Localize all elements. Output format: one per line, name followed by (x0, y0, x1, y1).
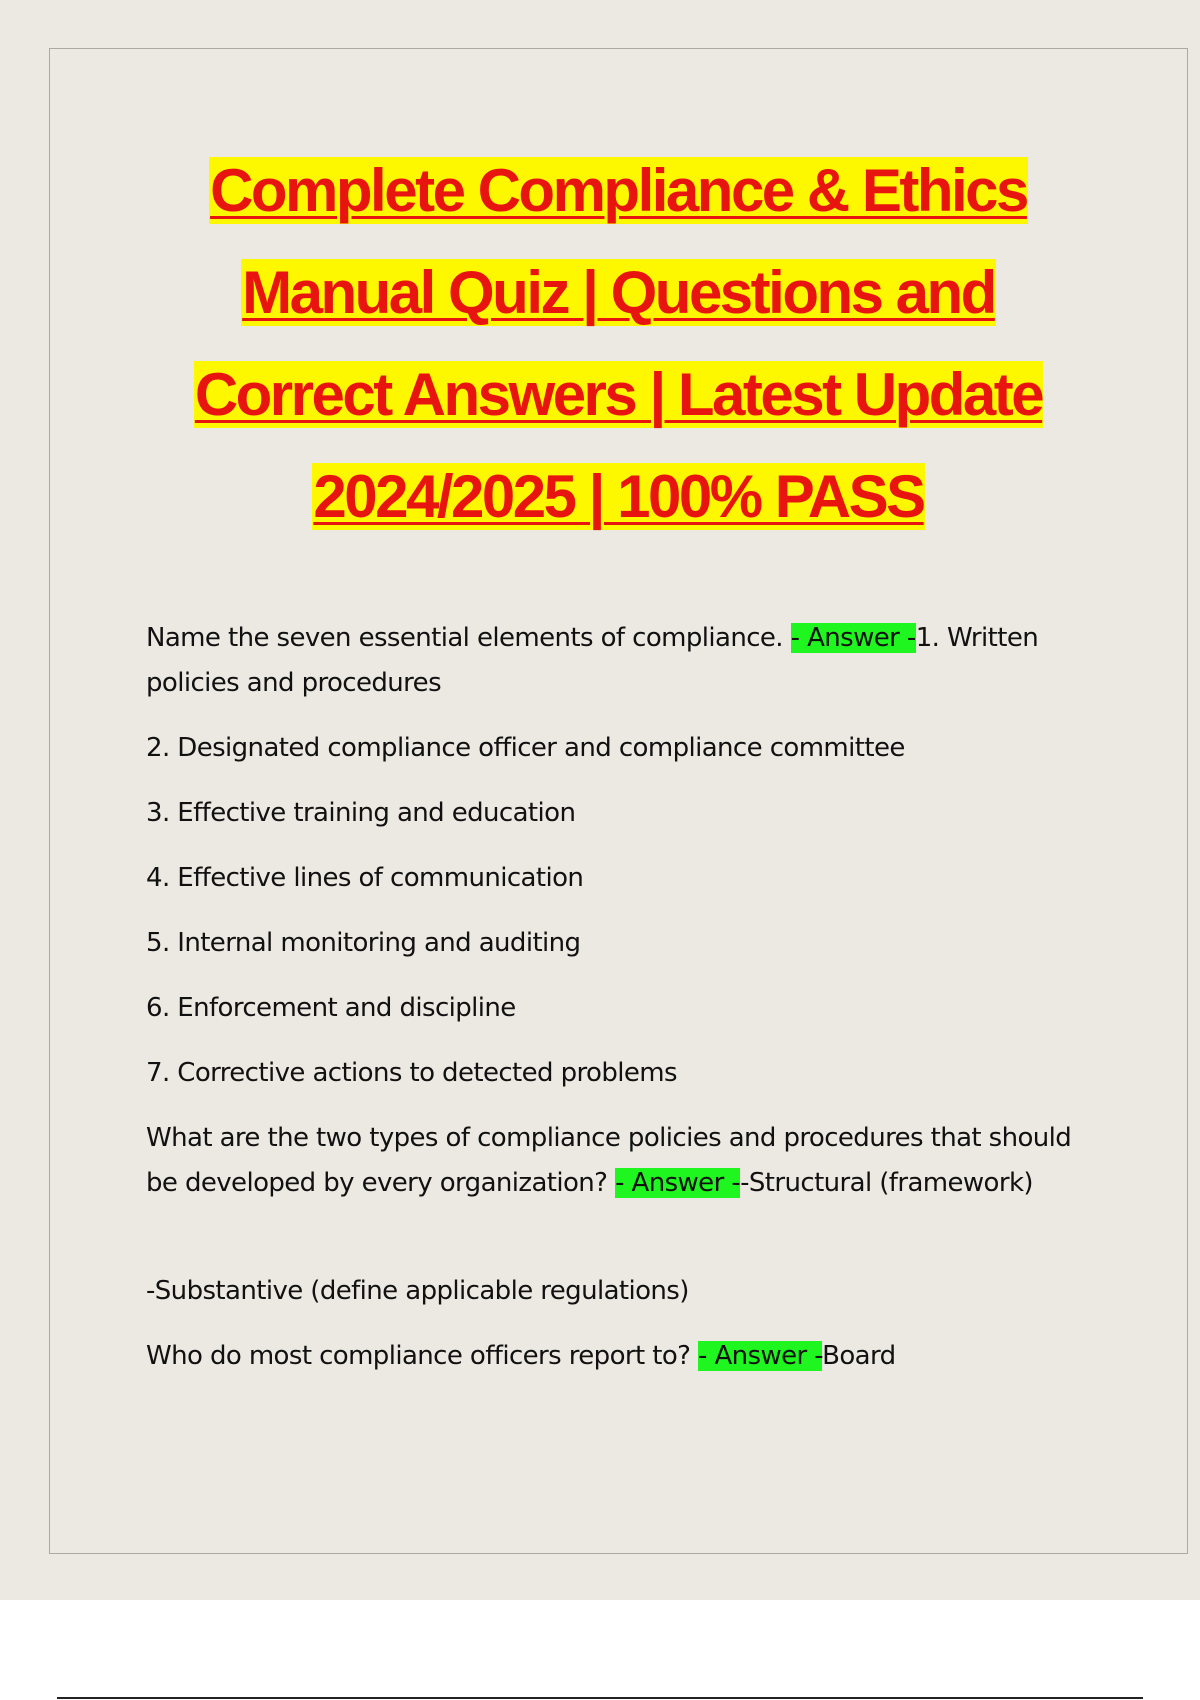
list-item: 2. Designated compliance officer and compliance committee (146, 733, 905, 763)
question-text: Name the seven essential elements of compliance. (146, 623, 791, 653)
answer-label: - Answer - (698, 1341, 823, 1371)
list-item: 5. Internal monitoring and auditing (146, 928, 581, 958)
document-title (49, 140, 1188, 548)
list-item: 7. Corrective actions to detected problems (146, 1058, 677, 1088)
question-text: Who do most compliance officers report to? (146, 1341, 698, 1371)
question-3 (146, 1334, 1106, 1379)
answer-label: - Answer - (615, 1168, 741, 1198)
title-line-4: 2024/2025 | 100% PASS (313, 463, 924, 530)
list-item: 3. Effective training and education (146, 798, 576, 828)
question-text: What are the two types of compliance policies and procedures that should be developed by every organization? (146, 1123, 1072, 1198)
answer-text: -Structural (framework) (740, 1168, 1033, 1198)
answer-continuation: -Substantive (define applicable regulations) (146, 1276, 689, 1306)
list-item: 6. Enforcement and discipline (146, 993, 516, 1023)
answer-label: - Answer - (790, 623, 916, 653)
title-line-3: Correct Answers | Latest Update (194, 361, 1043, 428)
title-line-1: Complete Compliance & Ethics (210, 157, 1027, 224)
bottom-divider (57, 1697, 1143, 1699)
list-item: 4. Effective lines of communication (146, 863, 584, 893)
question-2 (146, 1116, 1106, 1206)
title-line-2: Manual Quiz | Questions and (242, 259, 995, 326)
answer-text: Board (822, 1341, 896, 1371)
answer-text: 1. Written policies and procedures (146, 623, 1039, 698)
question-1 (146, 616, 1106, 706)
quiz-content (146, 616, 1106, 1399)
